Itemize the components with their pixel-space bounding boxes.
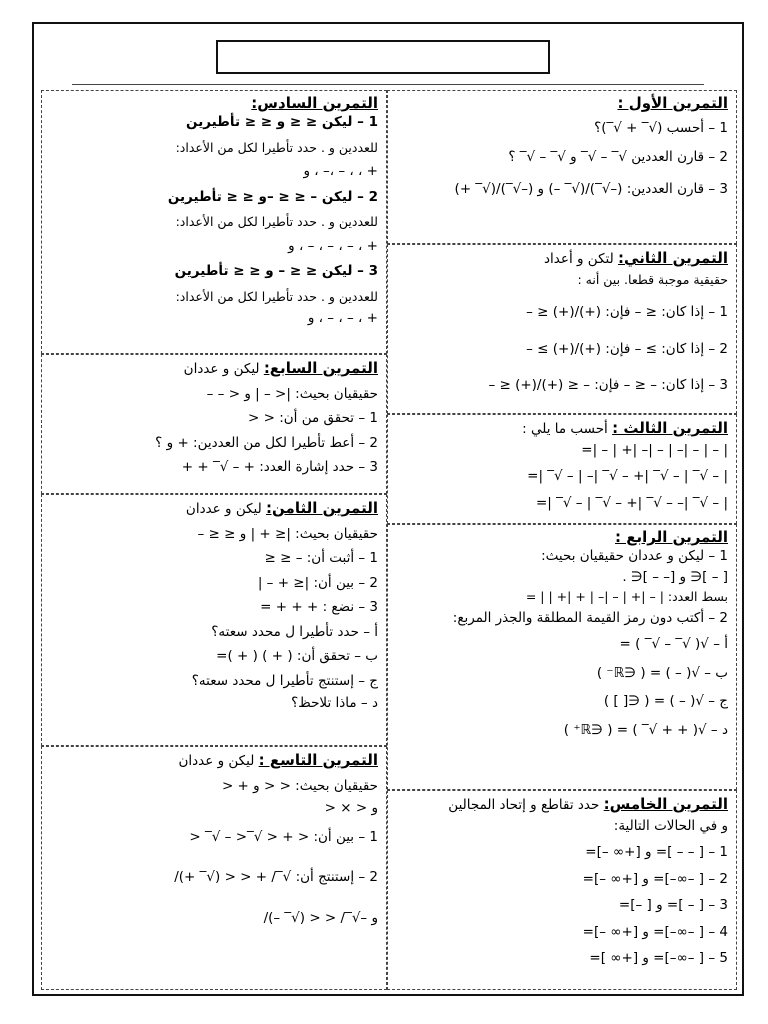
exercise-8-title: التمرين الثامن:	[266, 499, 378, 517]
exercise-4-line-8: د – √( + + √‾ ) = ( ∈ℝ⁺ )	[563, 721, 728, 738]
exercise-2-title-rest: لتكن و أعداد	[544, 251, 619, 267]
exercise-1-line-3: 3 – قارن العددين: (–√‾)/(√‾ –) و (–√‾)/(√‾ +)	[454, 181, 728, 197]
exercise-3-line-1: | – | – |– | – |– |+ | – |=	[581, 441, 728, 458]
exercise-6-line-6: + ، – ، – ، – ، و	[288, 237, 378, 254]
exercise-8-line-4: 3 – نضع : + + + =	[260, 599, 378, 615]
exercise-8-title-rest: ليكن و عددان	[185, 501, 267, 517]
exercise-4-line-4: 2 – أكتب دون رمز القيمة المطلقة والجذر المربع:	[452, 609, 728, 626]
exercise-9-title: التمرين التاسع :	[258, 751, 378, 769]
exercise-4-line-7: ج – √( – ) = ( ∈[ ] )	[603, 693, 728, 709]
exercise-5-line-5: 4 – [ –∞–]= و [+∞ –]=	[582, 923, 728, 940]
exercise-5-line-1: و في الحالات التالية:	[613, 817, 728, 834]
exercise-6-line-5: للعددين و . حدد تأطيرا لكل من الأعداد:	[175, 214, 378, 229]
exercise-4-line-5: أ – √( √‾ – √‾ ) =	[619, 636, 728, 652]
exercise-4-line-1: 1 – ليكن و عددان حقيقيان بحيث:	[541, 548, 728, 564]
exercise-9-title-rest: ليكن و عددان	[178, 753, 259, 769]
exercise-9	[41, 746, 387, 990]
header-divider	[72, 84, 704, 85]
exercise-9-line-3: 1 – بين أن: < + < √‾< – √‾ <	[189, 828, 378, 845]
exercise-2-line-1: حقيقية موجبة قطعا. بين أنه :	[577, 271, 728, 287]
exercise-6-line-7: 3 – ليكن ≤ ≤ – و ≤ ≤ تأطيرين	[174, 263, 378, 279]
exercise-3-line-3: | – √‾ |– – √‾ |+ – √‾ | – √‾ |=	[535, 494, 728, 511]
exercise-8-line-5: أ – حدد تأطيرا ل محدد سعته؟	[211, 623, 378, 640]
exercise-3-title-rest: أحسب ما يلي :	[522, 421, 613, 437]
exercise-7-title: التمرين السابع:	[263, 359, 378, 377]
exercise-3	[387, 414, 737, 524]
left-column	[41, 90, 387, 990]
exercise-6-line-2: للعددين و . حدد تأطيرا لكل من الأعداد:	[175, 139, 378, 155]
exercise-1-line-2: 2 – قارن العددين √‾ – √‾ و √‾ – √‾ ؟	[508, 148, 728, 165]
exercise-8-line-6: ب – تحقق أن: ( + ) ( + )=	[216, 648, 378, 664]
exercise-9-line-4: 2 – إستنتج أن: √‾/ + < < (√‾ +)/	[174, 869, 378, 885]
exercise-2-line-3: 2 – إذا كان: ≥ – فإن: (+)/(+) ≥ –	[526, 340, 728, 357]
exercise-1-title: التمرين الأول :	[617, 94, 728, 112]
exercise-4-line-6: ب – √( – ) = ( ∈ℝ⁻ )	[596, 664, 728, 681]
exercise-6-line-9: + ، – ، – ، و	[307, 310, 378, 326]
exercise-7-line-2: 1 – تحقق من أن: < <	[248, 410, 378, 426]
exercise-7-title-rest: ليكن و عددان	[183, 361, 264, 377]
exercise-6-line-1: 1 – ليكن ≤ ≤ و ≤ ≤ تأطيرين	[186, 114, 378, 130]
exercise-5-title-rest: حدد تقاطع و إتحاد المجالين	[448, 797, 604, 813]
title-box	[216, 40, 550, 74]
exercise-4-line-2: [ – ]∈ و [– – ]∈ .	[622, 568, 728, 585]
exercise-4-title: التمرين الرابع :	[615, 528, 728, 546]
exercise-5-title: التمرين الخامس:	[603, 795, 728, 813]
exercise-4	[387, 524, 737, 790]
exercise-6-line-4: 2 – ليكن – ≤ ≤ –و ≤ ≤ تأطيرين	[167, 188, 378, 205]
exercise-2	[387, 244, 737, 414]
exercise-5	[387, 790, 737, 990]
exercise-4-line-3: بسط العدد: | – |+ | – |– | + |+ | | =	[525, 589, 728, 604]
worksheet-page	[32, 22, 744, 996]
exercise-5-line-3: 2 – [ –∞–]= و [+∞ –]=	[582, 870, 728, 887]
exercise-1	[387, 90, 737, 244]
exercise-8-line-2: 1 – أثبت أن: – ≤ ≤	[264, 550, 378, 566]
exercise-9-line-2: و < × <	[324, 800, 378, 816]
exercise-6-line-3: + ، ، – ،– ، و	[303, 163, 378, 179]
right-column	[387, 90, 737, 990]
exercise-8-line-8: د – ماذا تلاحظ؟	[291, 695, 378, 711]
exercise-2-line-2: 1 – إذا كان: ≤ – فإن: (+)/(+) ≤ –	[526, 304, 728, 320]
exercise-8-line-7: ج – إستنتج تأطيرا ل محدد سعته؟	[191, 672, 378, 689]
exercise-5-line-6: 5 – [ –∞–]= و [+∞ ]=	[589, 950, 728, 966]
exercise-3-line-2: | – √‾ | – √‾ |+ – √‾ |– | – √‾ |=	[527, 468, 728, 484]
exercise-2-title: التمرين الثاني:	[618, 249, 728, 267]
exercise-5-line-2: 1 – [ – – ]= و [+∞ –]=	[585, 844, 728, 860]
exercise-8-line-3: 2 – بين أن: |≤ + – |	[257, 574, 378, 591]
exercise-9-line-1: حقيقيان بحيث: < < و + <	[221, 777, 378, 794]
exercise-7-line-4: 3 – حدد إشارة العدد: + – √‾ + +	[181, 459, 378, 475]
exercise-6	[41, 90, 387, 354]
exercise-5-line-4: 3 – [ – ]= و [ –]=	[618, 897, 728, 913]
exercise-2-line-4: 3 – إذا كان: – ≤ – فإن: – ≤ (+)/(+) ≤ –	[488, 377, 728, 393]
exercise-7	[41, 354, 387, 494]
exercise-7-line-1: حقيقيان بحيث: |< – | و < – –	[206, 385, 378, 402]
exercise-9-line-5: و –√‾/ < < (√‾ –)/	[263, 909, 378, 926]
exercise-1-line-1: 1 – أحسب (√‾ + √‾)؟	[594, 120, 728, 136]
exercise-6-title: التمرين السادس:	[251, 94, 378, 112]
exercise-8	[41, 494, 387, 746]
exercise-6-line-8: للعددين و . حدد تأطيرا لكل من الأعداد:	[175, 288, 378, 304]
exercise-7-line-3: 2 – أعط تأطيرا لكل من العددين: + و ؟	[155, 434, 378, 451]
exercise-8-line-1: حقيقيان بحيث: |≤ + | و ≤ ≤ –	[197, 525, 378, 542]
exercise-3-title: التمرين الثالث :	[612, 419, 728, 437]
